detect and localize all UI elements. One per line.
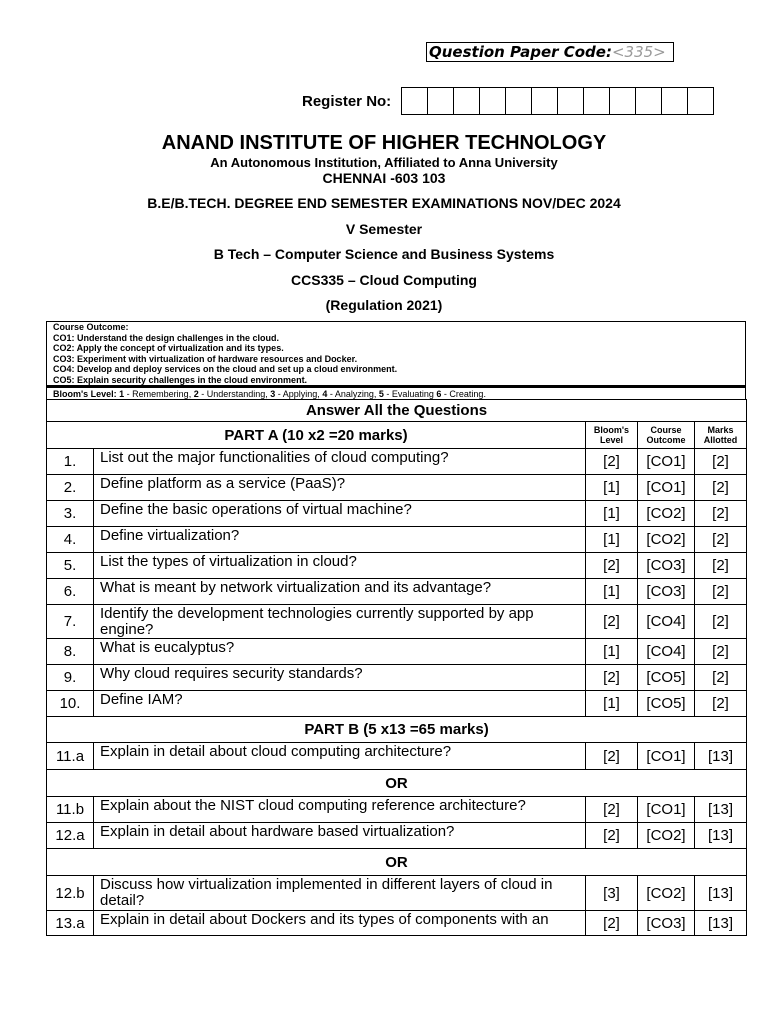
- blooms-level: [1]: [586, 501, 638, 527]
- blooms-level: [2]: [586, 823, 638, 849]
- marks: [13]: [695, 797, 747, 823]
- question-number: 4.: [47, 527, 94, 553]
- register-digit-box[interactable]: [531, 87, 558, 115]
- question-row: [47, 449, 747, 475]
- course-outcome-title: Course Outcome:: [53, 322, 129, 332]
- question-row: [47, 475, 747, 501]
- course-outcome-2: CO2: Apply the concept of virtualization and its types.: [53, 343, 284, 354]
- question-row: [47, 743, 747, 770]
- marks: [2]: [695, 579, 747, 605]
- blooms-level: [2]: [586, 449, 638, 475]
- question-text: [94, 553, 586, 579]
- blooms-level: [3]: [586, 876, 638, 911]
- course-outcome-5: CO5: Explain security challenges in the cloud environment.: [53, 374, 308, 385]
- register-digit-box[interactable]: [635, 87, 662, 115]
- question-text-content: Discuss how virtualization implemented in different layers of cloud in detail?: [100, 876, 553, 909]
- question-row: [47, 911, 747, 936]
- blooms-name: - Evaluating: [383, 389, 437, 399]
- col-blooms-level: Bloom's Level: [586, 422, 638, 449]
- question-paper-code-value: <335>: [611, 43, 666, 61]
- blooms-num: 2: [193, 389, 199, 399]
- marks: [13]: [695, 876, 747, 911]
- question-text-content: Identify the development technologies currently supported by app engine?: [100, 605, 534, 638]
- course-outcome-box: [46, 321, 746, 386]
- marks: [2]: [695, 501, 747, 527]
- question-text: [94, 911, 586, 936]
- blooms-level: [2]: [586, 605, 638, 639]
- blooms-level: [1]: [586, 639, 638, 665]
- or-separator: OR: [47, 770, 747, 797]
- question-number: 2.: [47, 475, 94, 501]
- question-text-content: Explain about the NIST cloud computing reference architecture?: [100, 797, 526, 814]
- question-row: [47, 823, 747, 849]
- course-outcome: [CO1]: [638, 449, 695, 475]
- regulation: (Regulation 2021): [325, 297, 443, 313]
- question-text: [94, 527, 586, 553]
- part-b-title-row: [47, 717, 747, 743]
- course-outcome: [CO2]: [638, 501, 695, 527]
- marks: [13]: [695, 911, 747, 936]
- question-text: [94, 475, 586, 501]
- question-row: [47, 665, 747, 691]
- blooms-level: [1]: [586, 475, 638, 501]
- question-text: [94, 501, 586, 527]
- marks: [2]: [695, 449, 747, 475]
- question-row: [47, 605, 747, 639]
- register-digit-box[interactable]: [427, 87, 454, 115]
- question-text-content: Explain in detail about cloud computing architecture?: [100, 743, 452, 760]
- register-digit-box[interactable]: [401, 87, 428, 115]
- col-course-outcome: Course Outcome: [638, 422, 695, 449]
- blooms-label: Bloom's Level:: [53, 389, 120, 399]
- marks: [2]: [695, 475, 747, 501]
- question-row: [47, 527, 747, 553]
- question-number: 13.a: [47, 911, 94, 936]
- question-number: 1.: [47, 449, 94, 475]
- blooms-level: [2]: [586, 911, 638, 936]
- question-paper-code-label: Question Paper Code:: [429, 43, 612, 61]
- register-digit-box[interactable]: [609, 87, 636, 115]
- answer-all-heading: Answer All the Questions: [47, 400, 747, 422]
- question-number: 12.a: [47, 823, 94, 849]
- question-text: [94, 876, 586, 911]
- question-number: 6.: [47, 579, 94, 605]
- institute-affiliation: An Autonomous Institution, Affiliated to Anna University: [210, 155, 558, 170]
- register-number-label: Register No:: [302, 93, 392, 110]
- marks: [13]: [695, 743, 747, 770]
- register-digit-box[interactable]: [661, 87, 688, 115]
- blooms-level: [1]: [586, 579, 638, 605]
- institute-city: CHENNAI -603 103: [322, 170, 446, 186]
- question-text: [94, 823, 586, 849]
- question-text-content: Define virtualization?: [100, 527, 240, 544]
- blooms-level: [2]: [586, 665, 638, 691]
- blooms-name: - Remembering,: [124, 389, 194, 399]
- question-text-content: What is meant by network virtualization and its advantage?: [100, 579, 492, 596]
- question-text: [94, 743, 586, 770]
- programme: B Tech – Computer Science and Business Systems: [213, 246, 555, 262]
- question-number: 8.: [47, 639, 94, 665]
- question-text-content: List out the major functionalities of cloud computing?: [100, 449, 449, 466]
- course-outcome: [CO2]: [638, 876, 695, 911]
- blooms-name: - Understanding,: [198, 389, 271, 399]
- question-text-content: List the types of virtualization in cloud?: [100, 553, 357, 570]
- question-text: [94, 605, 586, 639]
- question-number: 10.: [47, 691, 94, 717]
- course-outcome: [CO4]: [638, 605, 695, 639]
- course-outcome-4: CO4: Develop and deploy services on the cloud and set up a cloud environment.: [53, 364, 398, 375]
- marks: [2]: [695, 527, 747, 553]
- course-outcome: [CO3]: [638, 553, 695, 579]
- register-digit-box[interactable]: [557, 87, 584, 115]
- course-outcome: [CO3]: [638, 579, 695, 605]
- blooms-num: 4: [322, 389, 328, 399]
- question-text: [94, 797, 586, 823]
- part-a-header-row: [47, 422, 747, 449]
- blooms-name: - Analyzing,: [327, 389, 379, 399]
- course-outcome: [CO5]: [638, 665, 695, 691]
- question-text: [94, 579, 586, 605]
- exam-title: B.E/B.TECH. DEGREE END SEMESTER EXAMINATIONS NOV/DEC 2024: [147, 195, 621, 211]
- course-outcome: [CO3]: [638, 911, 695, 936]
- blooms-level: [2]: [586, 743, 638, 770]
- course-outcome: [CO2]: [638, 823, 695, 849]
- course-outcome: [CO2]: [638, 527, 695, 553]
- blooms-num: 1: [119, 389, 125, 399]
- question-text: [94, 691, 586, 717]
- answer-all-row: [47, 400, 747, 422]
- marks: [2]: [695, 691, 747, 717]
- question-text-content: Define the basic operations of virtual machine?: [100, 501, 412, 518]
- institute-name: ANAND INSTITUTE OF HIGHER TECHNOLOGY: [161, 132, 607, 154]
- course-outcome: [CO1]: [638, 475, 695, 501]
- part-a-title: PART A (10 x2 =20 marks): [47, 422, 586, 449]
- marks: [2]: [695, 639, 747, 665]
- question-text: [94, 639, 586, 665]
- question-table: [46, 399, 747, 936]
- question-row: [47, 797, 747, 823]
- question-row: [47, 876, 747, 911]
- question-number: 5.: [47, 553, 94, 579]
- question-row: [47, 579, 747, 605]
- blooms-level: [2]: [586, 797, 638, 823]
- question-text-content: Define IAM?: [100, 691, 183, 708]
- question-number: 11.b: [47, 797, 94, 823]
- course-title: CCS335 – Cloud Computing: [291, 272, 477, 288]
- or-separator: OR: [47, 849, 747, 876]
- register-digit-box[interactable]: [453, 87, 480, 115]
- register-number-boxes: [401, 87, 714, 115]
- question-text-content: Define platform as a service (PaaS)?: [100, 475, 346, 492]
- or-separator-row: [47, 849, 747, 876]
- question-paper-code: [426, 42, 674, 62]
- question-number: 9.: [47, 665, 94, 691]
- blooms-level: [1]: [586, 691, 638, 717]
- col-marks-allotted: Marks Allotted: [695, 422, 747, 449]
- or-separator-row: [47, 770, 747, 797]
- question-number: 11.a: [47, 743, 94, 770]
- course-outcome: [CO1]: [638, 743, 695, 770]
- blooms-level: [1]: [586, 527, 638, 553]
- question-row: [47, 639, 747, 665]
- question-number: 12.b: [47, 876, 94, 911]
- question-text-content: Explain in detail about hardware based virtualization?: [100, 823, 455, 840]
- register-digit-box[interactable]: [505, 87, 532, 115]
- question-text-content: Why cloud requires security standards?: [100, 665, 363, 682]
- register-digit-box[interactable]: [583, 87, 610, 115]
- question-text-content: Explain in detail about Dockers and its types of components with an: [100, 911, 549, 928]
- course-outcome: [CO1]: [638, 797, 695, 823]
- register-digit-box[interactable]: [687, 87, 714, 115]
- blooms-level: [2]: [586, 553, 638, 579]
- question-row: [47, 553, 747, 579]
- blooms-name: - Creating.: [441, 389, 486, 399]
- blooms-num: 5: [378, 389, 384, 399]
- part-b-title: PART B (5 x13 =65 marks): [47, 717, 747, 743]
- marks: [2]: [695, 553, 747, 579]
- question-number: 3.: [47, 501, 94, 527]
- question-text: [94, 449, 586, 475]
- course-outcome-1: CO1: Understand the design challenges in the cloud.: [53, 332, 280, 343]
- marks: [2]: [695, 665, 747, 691]
- question-row: [47, 691, 747, 717]
- marks: [2]: [695, 605, 747, 639]
- question-number: 7.: [47, 605, 94, 639]
- blooms-num: 3: [270, 389, 276, 399]
- register-digit-box[interactable]: [479, 87, 506, 115]
- blooms-name: - Applying,: [275, 389, 323, 399]
- course-outcome: [CO4]: [638, 639, 695, 665]
- question-text-content: What is eucalyptus?: [100, 639, 235, 656]
- question-row: [47, 501, 747, 527]
- blooms-num: 6: [436, 389, 442, 399]
- semester: V Semester: [345, 221, 423, 237]
- marks: [13]: [695, 823, 747, 849]
- question-text: [94, 665, 586, 691]
- course-outcome-3: CO3: Experiment with virtualization of hardware resources and Docker.: [53, 353, 358, 364]
- course-outcome: [CO5]: [638, 691, 695, 717]
